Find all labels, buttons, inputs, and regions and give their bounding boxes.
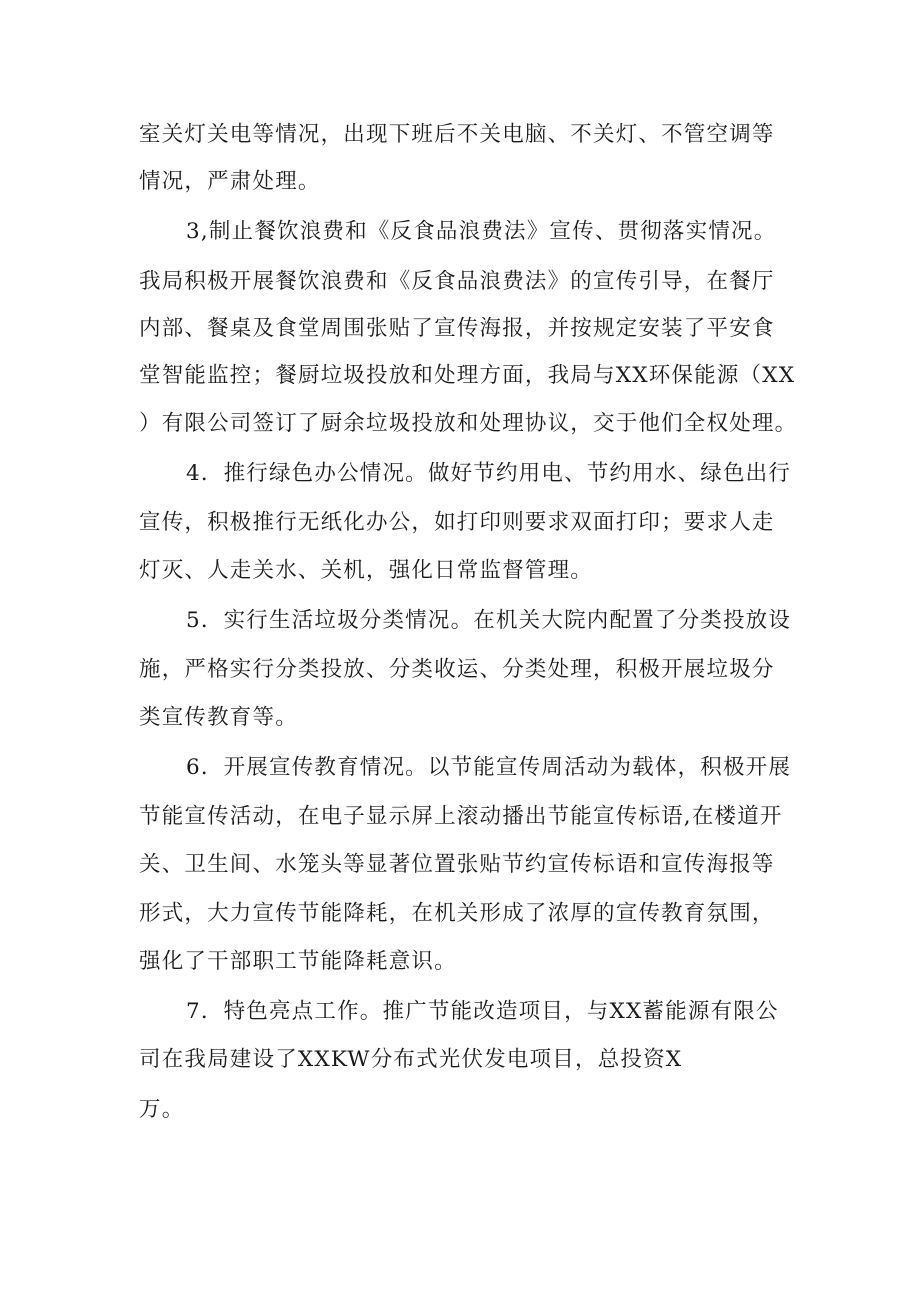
paragraph-heading-5: 5．实行生活垃圾分类情况。在机关大院内配置了分类投放设 [186, 608, 792, 633]
text-line: 施，严格实行分类投放、分类收运、分类处理，积极开展垃圾分 [139, 657, 775, 682]
text-line: 司在我局建设了XXKW分布式光伏发电项目，总投资X [139, 1047, 683, 1072]
text-line: 内部、餐桌及食堂周围张贴了宣传海报，并按规定安装了平安食 [139, 316, 775, 341]
text-line: 室关灯关电等情况，出现下班后不关电脑、不关灯、不管空调等 [139, 122, 775, 147]
paragraph-heading-4: 4．推行绿色办公情况。做好节约用电、节约用水、绿色出行 [186, 461, 792, 486]
text-line: 强化了干部职工节能降耗意识。 [139, 949, 457, 974]
paragraph-heading-6: 6．开展宣传教育情况。以节能宣传周活动为载体，积极开展 [186, 755, 792, 780]
text-line: 堂智能监控；餐厨垃圾投放和处理方面，我局与XX环保能源（XX [139, 363, 796, 388]
text-line: 关、卫生间、水笼头等显著位置张贴节约宣传标语和宣传海报等 [139, 852, 775, 877]
text-line: 灯灭、人走关水、关机，强化日常监督管理。 [139, 558, 594, 583]
paragraph-heading-3: 3,制止餐饮浪费和《反食品浪费法》宣传、贯彻落实情况。 [186, 219, 777, 244]
text-line: 类宣传教育等。 [139, 705, 298, 730]
text-line: ）有限公司签订了厨余垃圾投放和处理协议，交于他们全权处理。 [139, 411, 798, 436]
paragraph-heading-7: 7．特色亮点工作。推广节能改造项目，与XX蓄能源有限公 [186, 999, 779, 1024]
text-line: 节能宣传活动，在电子显示屏上滚动播出节能宣传标语,在楼道开 [139, 804, 783, 829]
text-line: 情况，严肃处理。 [139, 169, 321, 194]
text-line: 我局积极开展餐饮浪费和《反食品浪费法》的宣传引导，在餐厅 [139, 269, 775, 294]
text-line: 万。 [139, 1097, 185, 1122]
text-line: 宣传，积极推行无纸化办公，如打印则要求双面打印；要求人走 [139, 510, 775, 535]
text-line: 形式，大力宣传节能降耗，在机关形成了浓厚的宣传教育氛围， [139, 901, 775, 926]
